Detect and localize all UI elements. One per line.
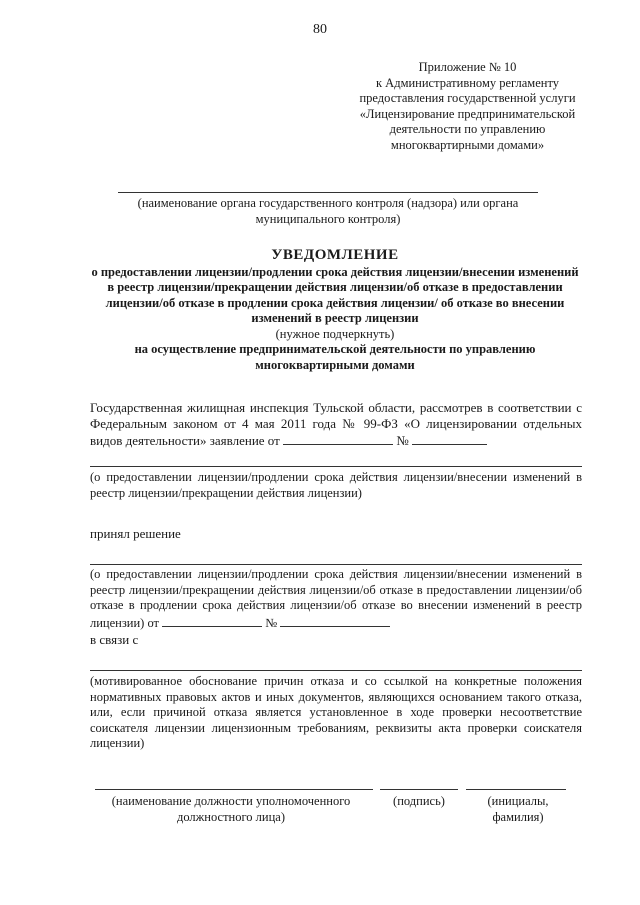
initials-caption: (инициалы, фамилия) [487, 794, 549, 824]
position-line[interactable] [95, 789, 373, 790]
appendix-line: к Административному регламенту [375, 75, 559, 90]
authority-line [118, 192, 538, 193]
decision-line[interactable] [90, 564, 582, 565]
number-sign: № [396, 433, 409, 448]
appendix-line: многоквартирными домами» [390, 137, 545, 152]
decision-date-field[interactable] [162, 614, 262, 627]
decision-number-field[interactable] [280, 614, 390, 627]
application-number-field[interactable] [412, 432, 487, 445]
intro-text: Государственная жилищная инспекция Тульской области, рассмотрев в соответствии с Федеральным законом от 4 мая 2011 года № 99-ФЗ «О лицензировании отдельных видов деятельности» заявление от [90, 400, 582, 448]
authority-caption: (наименование органа государственного контроля (надзора) или органа муниципального контроля) [137, 196, 519, 226]
initials-line[interactable] [466, 789, 566, 790]
decision-caption-block [90, 567, 582, 631]
sign-caption: (подпись) [393, 794, 445, 808]
intro-paragraph [90, 400, 582, 449]
reason-caption: (мотивированное обоснование причин отказа и со ссылкой на конкретные положения нормативных правовых актов и иных документов, являющихся основанием такого отказа, или, если причиной отказа является установленное в ходе проверки несоответствие соискателя лицензии лицензионным требованиям, реквизиты акта проверки соискателя лицензии) [90, 674, 582, 750]
signature-line[interactable] [380, 789, 458, 790]
appendix-line: предоставления государственной услуги [359, 91, 576, 105]
appendix-line: Приложение № 10 [418, 60, 517, 74]
decision-caption: (о предоставлении лицензии/продлении срока действия лицензии/внесении изменений в реестр лицензии/прекращении действия лицензии/об отказе в предоставлении лицензии/об отказе в продлении срока действия лицензии/об отказе во внесении изменений в реестр лицензии) от [90, 567, 582, 630]
application-type-line[interactable] [90, 466, 582, 467]
notice-heading: УВЕДОМЛЕНИЕ [271, 247, 399, 263]
decision-number-sign: № [265, 615, 278, 630]
page-number: 80 [313, 22, 327, 37]
application-caption: (о предоставлении лицензии/продлении срока действия лицензии/внесении изменений в реестр лицензии/прекращении действия лицензии) [90, 470, 582, 500]
notice-purpose: на осуществление предпринимательской деятельности по управлению многоквартирными домами [134, 342, 536, 372]
notice-title-block [90, 248, 580, 373]
position-caption: (наименование должности уполномоченного должностного лица) [111, 794, 351, 824]
reason-line[interactable] [90, 670, 582, 671]
underline-note: (нужное подчеркнуть) [275, 326, 395, 341]
reason-label: в связи с [90, 632, 139, 647]
appendix-block [345, 60, 590, 153]
decision-label: принял решение [90, 526, 181, 541]
appendix-line: деятельности по управлению [389, 122, 546, 136]
appendix-line: «Лицензирование предпринимательской [359, 106, 576, 121]
notice-subject: о предоставлении лицензии/продлении срока действия лицензии/внесении изменений в реестр лицензии/прекращении действия лицензии/об отказе в предоставлении лицензии/об отказе в продлении срока действия лицензии/ об отказе во внесении изменений в реестр лицензии [91, 264, 579, 325]
application-date-field[interactable] [283, 432, 393, 445]
